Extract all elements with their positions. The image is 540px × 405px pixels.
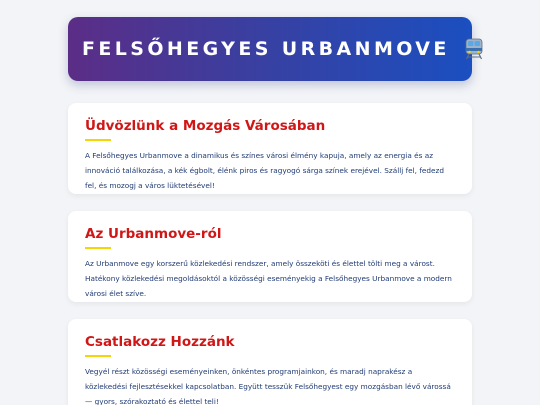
- site-title: FELSŐHEGYES URBANMOVE: [82, 38, 450, 60]
- section-title: Az Urbanmove-ról: [85, 226, 222, 242]
- section-text: Vegyél részt közösségi eseményeinken, önkéntes programjainkon, és maradj naprakész a közlekedési fejlesztésekkel kapcsolatban. Együtt tesszük Felsőhegyest egy mozgásban lévő várossá — gyors, szórakoztató és élettel teli!: [85, 367, 451, 405]
- section-welcome: [68, 103, 472, 194]
- title-underline: [85, 247, 111, 249]
- train-icon: [464, 38, 484, 60]
- section-text: Az Urbanmove egy korszerű közlekedési rendszer, amely összeköti és élettel tölti meg a várost. Hatékony közlekedési megoldásoktól a közösségi eseményekig a Felsőhegyes Urbanmove a modern városi élet szíve.: [85, 259, 452, 298]
- section-text: A Felsőhegyes Urbanmove a dinamikus és színes városi élmény kapuja, amely az energia és az innováció találkozása, a kék égbolt, élénk piros és ragyogó sárga színek erejével. Szállj fel, fedezd fel, és mozogj a város lüktetésével!: [85, 151, 444, 190]
- section-title: Csatlakozz Hozzánk: [85, 334, 235, 350]
- section-join: [68, 319, 472, 405]
- title-underline: [85, 139, 111, 141]
- section-about: [68, 211, 472, 302]
- title-underline: [85, 355, 111, 357]
- site-header: [68, 17, 472, 81]
- section-title: Üdvözlünk a Mozgás Városában: [85, 118, 326, 134]
